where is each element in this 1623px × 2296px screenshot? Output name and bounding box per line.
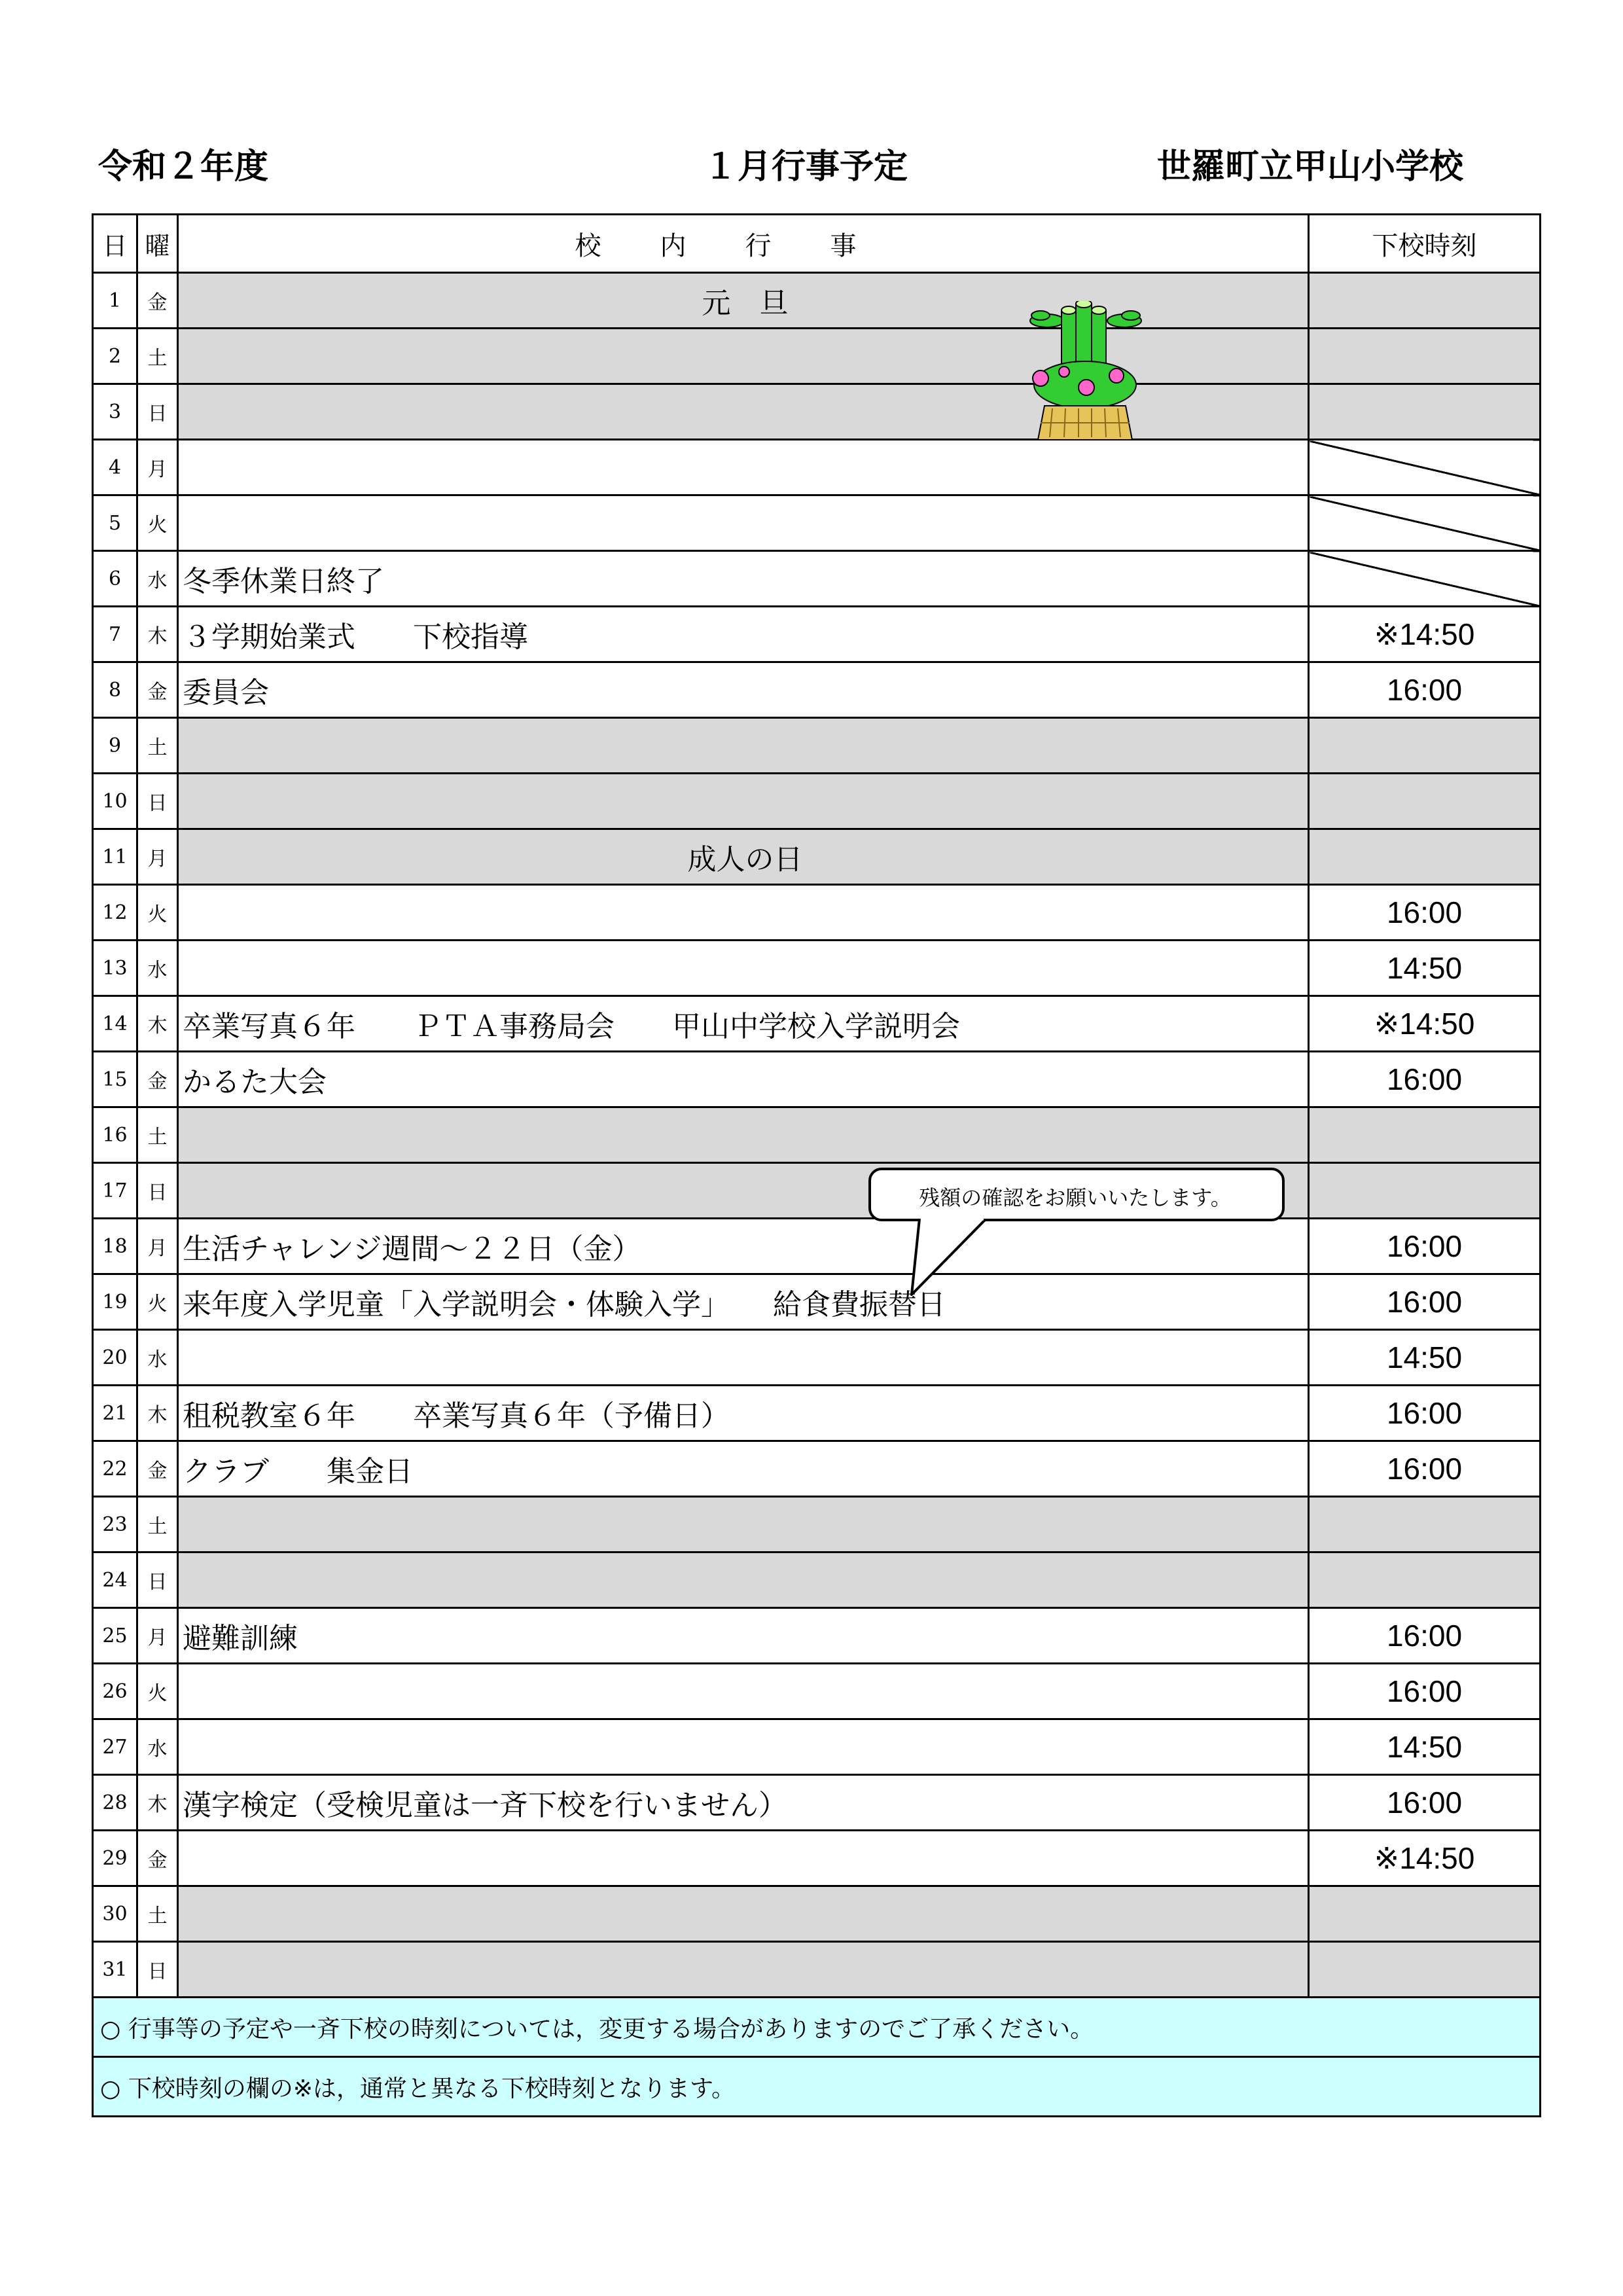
calendar-row — [93, 273, 1541, 329]
day-number: 3 — [93, 384, 137, 440]
event-text: 卒業写真６年 ＰＴＡ事務局会 甲山中学校入学説明会 — [178, 996, 1309, 1052]
dismissal-time: 16:00 — [1309, 1219, 1541, 1274]
column-header-events: 校内行事 — [178, 215, 1309, 273]
event-text — [178, 1107, 1309, 1163]
dismissal-time — [1309, 329, 1541, 384]
weekday: 火 — [137, 885, 178, 941]
day-number: 7 — [93, 607, 137, 662]
weekday: 日 — [137, 1552, 178, 1608]
day-number: 15 — [93, 1052, 137, 1107]
pine-sprig-left — [1030, 311, 1064, 327]
day-number: 25 — [93, 1608, 137, 1664]
event-text — [178, 718, 1309, 774]
calendar-row — [93, 1330, 1541, 1386]
dismissal-time: ※14:50 — [1309, 996, 1541, 1052]
calendar-row — [93, 1052, 1541, 1107]
calendar-row — [93, 1497, 1541, 1552]
weekday: 月 — [137, 829, 178, 885]
schedule-table — [92, 213, 1541, 2117]
calendar-row — [93, 1775, 1541, 1831]
weekday: 土 — [137, 1886, 178, 1942]
calendar-row — [93, 774, 1541, 829]
event-text — [178, 1552, 1309, 1608]
calendar-row — [93, 1831, 1541, 1886]
calendar-row — [93, 662, 1541, 718]
column-header-weekday: 曜 — [137, 215, 178, 273]
event-text: かるた大会 — [178, 1052, 1309, 1107]
event-text: ３学期始業式 下校指導 — [178, 607, 1309, 662]
calendar-row — [93, 1552, 1541, 1608]
event-text — [178, 1942, 1309, 1998]
calendar-row — [93, 1219, 1541, 1274]
kadomatsu-icon — [1026, 301, 1144, 444]
event-text: 委員会 — [178, 662, 1309, 718]
calendar-row — [93, 384, 1541, 440]
calendar-row — [93, 829, 1541, 885]
event-text — [178, 1330, 1309, 1386]
calendar-row — [93, 551, 1541, 607]
event-text: 成人の日 — [178, 829, 1309, 885]
dismissal-time — [1309, 718, 1541, 774]
day-number: 18 — [93, 1219, 137, 1274]
day-number: 4 — [93, 440, 137, 495]
callout-text: 残額の確認をお願いいたします。 — [919, 1185, 1232, 1210]
dismissal-time: 16:00 — [1309, 1052, 1541, 1107]
day-number: 27 — [93, 1719, 137, 1775]
column-header-dismissal-time: 下校時刻 — [1309, 215, 1541, 273]
event-text: 冬季休業日終了 — [178, 551, 1309, 607]
calendar-row — [93, 1886, 1541, 1942]
weekday: 木 — [137, 996, 178, 1052]
weekday: 水 — [137, 551, 178, 607]
note-row — [93, 2057, 1541, 2117]
dismissal-time: 16:00 — [1309, 1274, 1541, 1330]
dismissal-time: 16:00 — [1309, 885, 1541, 941]
weekday: 火 — [137, 1664, 178, 1719]
dismissal-time — [1309, 551, 1541, 607]
day-number: 5 — [93, 495, 137, 551]
calendar-row — [93, 1942, 1541, 1998]
day-number: 2 — [93, 329, 137, 384]
weekday: 月 — [137, 1608, 178, 1664]
calendar-row — [93, 718, 1541, 774]
dismissal-time: 14:50 — [1309, 1719, 1541, 1775]
day-number: 1 — [93, 273, 137, 329]
calendar-row — [93, 1441, 1541, 1497]
day-number: 19 — [93, 1274, 137, 1330]
event-text: 元 旦 — [178, 273, 1309, 329]
event-text — [178, 495, 1309, 551]
note-change-notice: ○ 行事等の予定や一斉下校の時刻については，変更する場合がありますのでご了承ください。 — [93, 1998, 1541, 2057]
calendar-row — [93, 996, 1541, 1052]
event-text: 来年度入学児童「入学説明会・体験入学」 給食費振替日 — [178, 1274, 1309, 1330]
event-text: 生活チャレンジ週間～２２日（金） — [178, 1219, 1309, 1274]
calendar-row — [93, 1719, 1541, 1775]
day-number: 8 — [93, 662, 137, 718]
note-asterisk-explanation: ○ 下校時刻の欄の※は，通常と異なる下校時刻となります。 — [93, 2057, 1541, 2117]
calendar-row — [93, 1664, 1541, 1719]
dismissal-time — [1309, 495, 1541, 551]
day-number: 26 — [93, 1664, 137, 1719]
weekday: 金 — [137, 1441, 178, 1497]
dismissal-time: 16:00 — [1309, 1608, 1541, 1664]
dismissal-time — [1309, 829, 1541, 885]
day-number: 17 — [93, 1163, 137, 1219]
dismissal-time — [1309, 1163, 1541, 1219]
dismissal-time: 16:00 — [1309, 1386, 1541, 1441]
day-number: 21 — [93, 1386, 137, 1441]
weekday: 月 — [137, 1219, 178, 1274]
event-text — [178, 1497, 1309, 1552]
event-text — [178, 941, 1309, 996]
dismissal-time — [1309, 384, 1541, 440]
weekday: 土 — [137, 1497, 178, 1552]
weekday: 金 — [137, 662, 178, 718]
dismissal-time: ※14:50 — [1309, 607, 1541, 662]
weekday: 日 — [137, 774, 178, 829]
weekday: 日 — [137, 384, 178, 440]
event-text — [178, 885, 1309, 941]
weekday: 金 — [137, 1831, 178, 1886]
calendar-row — [93, 329, 1541, 384]
day-number: 23 — [93, 1497, 137, 1552]
day-number: 22 — [93, 1441, 137, 1497]
dismissal-time: ※14:50 — [1309, 1831, 1541, 1886]
calendar-row — [93, 1386, 1541, 1441]
weekday: 金 — [137, 273, 178, 329]
day-number: 16 — [93, 1107, 137, 1163]
day-number: 28 — [93, 1775, 137, 1831]
column-header-day: 日 — [93, 215, 137, 273]
event-text: 租税教室６年 卒業写真６年（予備日） — [178, 1386, 1309, 1441]
day-number: 11 — [93, 829, 137, 885]
day-number: 14 — [93, 996, 137, 1052]
calendar-row — [93, 440, 1541, 495]
dismissal-time — [1309, 440, 1541, 495]
calendar-row — [93, 1608, 1541, 1664]
dismissal-time — [1309, 1942, 1541, 1998]
dismissal-time — [1309, 1886, 1541, 1942]
day-number: 29 — [93, 1831, 137, 1886]
dismissal-time — [1309, 273, 1541, 329]
weekday: 火 — [137, 495, 178, 551]
weekday: 木 — [137, 1386, 178, 1441]
dismissal-time: 14:50 — [1309, 941, 1541, 996]
dismissal-time: 16:00 — [1309, 1441, 1541, 1497]
month-schedule-title: １月行事予定 — [704, 147, 908, 187]
day-number: 30 — [93, 1886, 137, 1942]
event-text — [178, 1664, 1309, 1719]
calendar-row — [93, 1163, 1541, 1219]
table-header-row — [93, 215, 1541, 273]
event-text: 避難訓練 — [178, 1608, 1309, 1664]
dismissal-time: 16:00 — [1309, 1775, 1541, 1831]
weekday: 土 — [137, 1107, 178, 1163]
event-text — [178, 1831, 1309, 1886]
event-text — [178, 1886, 1309, 1942]
weekday: 木 — [137, 1775, 178, 1831]
day-number: 13 — [93, 941, 137, 996]
calendar-row — [93, 1274, 1541, 1330]
weekday: 水 — [137, 941, 178, 996]
weekday: 月 — [137, 440, 178, 495]
pine-sprig-right — [1107, 311, 1141, 327]
dismissal-time — [1309, 1552, 1541, 1608]
calendar-row — [93, 941, 1541, 996]
weekday: 火 — [137, 1274, 178, 1330]
event-text — [178, 774, 1309, 829]
dismissal-time: 14:50 — [1309, 1330, 1541, 1386]
day-number: 24 — [93, 1552, 137, 1608]
weekday: 金 — [137, 1052, 178, 1107]
calendar-row — [93, 1107, 1541, 1163]
event-text — [178, 440, 1309, 495]
day-number: 20 — [93, 1330, 137, 1386]
weekday: 日 — [137, 1942, 178, 1998]
day-number: 10 — [93, 774, 137, 829]
weekday: 土 — [137, 718, 178, 774]
dismissal-time: 16:00 — [1309, 662, 1541, 718]
weekday: 水 — [137, 1330, 178, 1386]
weekday: 水 — [137, 1719, 178, 1775]
calendar-row — [93, 495, 1541, 551]
event-text: クラブ 集金日 — [178, 1441, 1309, 1497]
calendar-row — [93, 607, 1541, 662]
dismissal-time — [1309, 774, 1541, 829]
day-number: 6 — [93, 551, 137, 607]
weekday: 土 — [137, 329, 178, 384]
day-number: 31 — [93, 1942, 137, 1998]
dismissal-time: 16:00 — [1309, 1664, 1541, 1719]
calendar-row — [93, 885, 1541, 941]
dismissal-time — [1309, 1107, 1541, 1163]
event-text — [178, 1719, 1309, 1775]
day-number: 12 — [93, 885, 137, 941]
fiscal-year-title: 令和２年度 — [98, 147, 269, 187]
note-row — [93, 1998, 1541, 2057]
weekday: 日 — [137, 1163, 178, 1219]
day-number: 9 — [93, 718, 137, 774]
event-text: 漢字検定（受検児童は一斉下校を行いません） — [178, 1775, 1309, 1831]
weekday: 木 — [137, 607, 178, 662]
school-name: 世羅町立甲山小学校 — [1157, 147, 1464, 187]
dismissal-time — [1309, 1497, 1541, 1552]
